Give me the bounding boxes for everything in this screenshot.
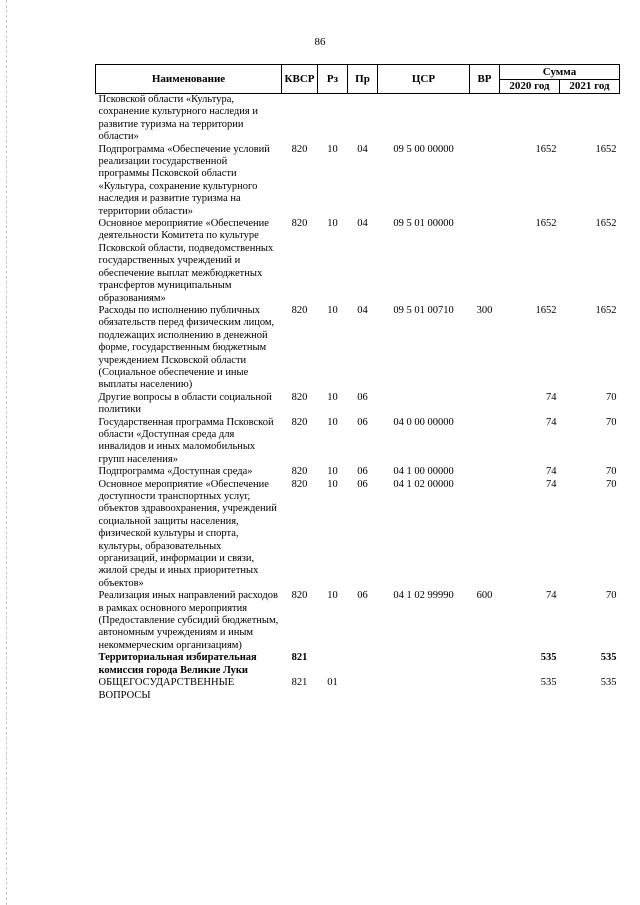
cell-pr: 06 [357,466,368,478]
cell-vr: 600 [476,590,493,602]
cell-2020: 74 [546,478,557,490]
header-year-2021: 2021 год [560,80,620,94]
cell-vr [470,144,500,218]
cell-csr [378,652,470,677]
cell-pr: 06 [357,478,368,490]
cell-pr: 06 [357,590,368,602]
cell-vr [470,466,500,478]
cell-name: Другие вопросы в области социальной политики [98,391,272,416]
cell-2021: 70 [606,466,617,478]
table-row [96,144,620,218]
table-body [96,94,620,702]
cell-rz: 10 [327,466,338,478]
cell-vr [470,652,500,677]
cell-pr: 06 [357,416,368,428]
cell-2021 [560,94,620,144]
table-row [96,677,620,702]
cell-name: Подпрограмма «Доступная среда» [98,466,253,478]
cell-kvsr: 820 [291,590,308,602]
cell-2021: 70 [606,391,617,403]
cell-name: Реализация иных направлений расходов в рамках основного мероприятия (Предоставление субсидий бюджетным, автономным учреждениям и иным некоммерческим организациям) [98,590,279,651]
header-sum: Сумма [500,65,620,80]
cell-csr: 04 1 02 00000 [393,478,454,490]
cell-2020: 74 [546,391,557,403]
table-row [96,466,620,478]
cell-kvsr: 820 [291,218,308,230]
cell-csr: 09 5 00 00000 [393,143,454,155]
cell-csr: 09 5 01 00000 [393,218,454,230]
cell-vr: 300 [476,304,493,316]
cell-rz: 10 [327,478,338,490]
cell-kvsr: 821 [291,677,308,689]
cell-2021: 535 [600,677,617,689]
header-csr: ЦСР [378,65,470,94]
cell-csr [378,94,470,144]
cell-name: ОБЩЕГОСУДАРСТВЕННЫЕ ВОПРОСЫ [98,677,235,701]
cell-2021: 535 [600,652,617,664]
header-kvsr: КВСР [282,65,318,94]
cell-name: Основное мероприятие «Обеспечение доступности транспортных услуг, объектов здравоохранения, учреждений социальной защиты населения, физической культуры и спорта, культуры, образовательных организаций, информации и связи, жилой среды и иных приоритетных объектов» [98,478,277,589]
cell-kvsr: 820 [291,391,308,403]
cell-vr [470,417,500,467]
cell-2021: 1652 [595,143,617,155]
table-header [96,65,620,94]
cell-pr: 06 [357,391,368,403]
cell-2020: 74 [546,416,557,428]
cell-kvsr [282,94,318,144]
cell-rz: 10 [327,304,338,316]
cell-2020: 74 [546,466,557,478]
cell-2020: 1652 [535,218,557,230]
cell-rz: 10 [327,143,338,155]
cell-2020: 535 [540,652,557,664]
cell-kvsr: 820 [291,478,308,490]
cell-kvsr: 820 [291,143,308,155]
cell-rz: 10 [327,218,338,230]
cell-kvsr: 820 [291,416,308,428]
cell-csr: 09 5 01 00710 [393,304,454,316]
header-year-2020: 2020 год [500,80,560,94]
cell-name: Подпрограмма «Обеспечение условий реализации государственной программы Псковской области «Культура, сохранение культурного наследия и развитие туризма на территории области» [98,143,270,217]
cell-pr: 04 [357,218,368,230]
table-row [96,417,620,467]
cell-csr: 04 1 02 99990 [393,590,454,602]
cell-rz: 01 [327,677,338,689]
cell-name: Основное мероприятие «Обеспечение деятельности Комитета по культуре Псковской области, подведомственных государственных учреждений и обеспечение выплат межбюджетных трансфертов муниципальным образованиям» [98,218,274,304]
header-pr: Пр [348,65,378,94]
cell-rz [318,652,348,677]
table-row [96,652,620,677]
cell-csr [378,392,470,417]
cell-vr [470,94,500,144]
cell-2020 [500,94,560,144]
header-rz: Рз [318,65,348,94]
page-number: 86 [314,36,326,48]
table-row [96,392,620,417]
table-row [96,218,620,305]
cell-csr: 04 1 00 00000 [393,466,454,478]
cell-2021: 70 [606,416,617,428]
page-edge [6,0,8,905]
cell-csr [378,677,470,702]
cell-rz: 10 [327,416,338,428]
table-row [96,305,620,392]
header-name: Наименование [96,65,282,94]
cell-2021: 1652 [595,304,617,316]
cell-pr [348,652,378,677]
cell-2020: 74 [546,590,557,602]
cell-2021: 70 [606,478,617,490]
cell-name: Территориальная избирательная комиссия города Великие Луки [98,652,257,676]
cell-vr [470,392,500,417]
budget-table [95,64,620,702]
cell-vr [470,479,500,591]
cell-kvsr: 820 [291,466,308,478]
header-vr: ВР [470,65,500,94]
cell-2020: 1652 [535,304,557,316]
cell-pr [348,94,378,144]
table-row [96,479,620,591]
cell-rz: 10 [327,391,338,403]
cell-csr: 04 0 00 00000 [393,416,454,428]
cell-kvsr: 820 [291,304,308,316]
cell-2020: 1652 [535,143,557,155]
cell-name: Расходы по исполнению публичных обязательств перед физическим лицом, подлежащих исполнению в денежной форме, государственным бюджетным учреждением Псковской области (Социальное обеспечение и иные выплаты населению) [98,304,275,391]
cell-name: Государственная программа Псковской области «Доступная среда для инвалидов и иных маломобильных групп населения» [98,416,274,465]
table-row [96,590,620,652]
cell-2021: 1652 [595,218,617,230]
cell-2021: 70 [606,590,617,602]
cell-kvsr: 821 [291,652,308,664]
cell-pr: 04 [357,143,368,155]
cell-pr [348,677,378,702]
cell-vr [470,677,500,702]
cell-2020: 535 [540,677,557,689]
cell-pr: 04 [357,304,368,316]
cell-rz: 10 [327,590,338,602]
table-row [96,94,620,144]
cell-name: Псковской области «Культура, сохранение культурного наследия и развитие туризма на территории области» [98,94,258,143]
cell-vr [470,218,500,305]
cell-rz [318,94,348,144]
